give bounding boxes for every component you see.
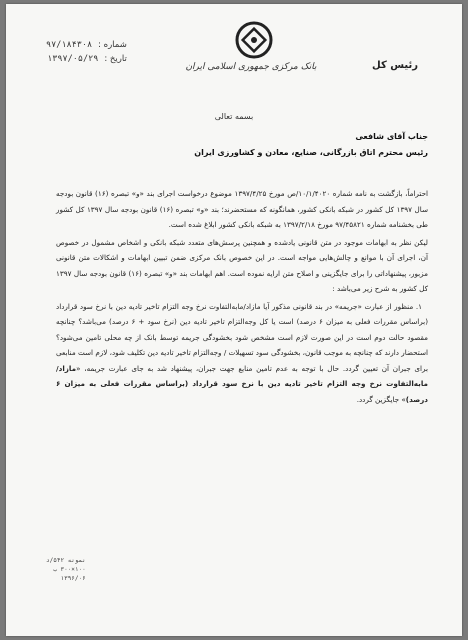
form-code-line-2: ۱۰۰×۳۰۰ ب [53,566,86,573]
item-1-end: » جایگزین گردد. [356,394,406,404]
item-1-text: ۱. منظور از عبارت «جریمه» در بند قانونی مذکور آیا مازاد/مابه‌التفاوت نرخ وجه التزام تاخیر تادیه دین با نرخ سود قرارداد (براساس مقررات فعلی به میزان ۶ درصد) است یا کل وجه‌التزام تاخیر تادیه دین (نرخ سود + ۶ درصد) می‌باشد؟ چنانچه مقصود حالت دوم است در این صورت لازم است مشخص شود بخشودگی جریمه توسط بانک از چه محلی تامین می‌شود؟ استحضار دارند که چنانچه به موجب قانون، بخشودگی سود تسهیلات / وجه‌التزام تاخیر تادیه دین تکلیف شود، لازم است منابعی برای جبران آن تعیین گردد. حال با توجه به عدم تامین منابع جهت جبران، پیشنهاد شد به جای عبارت جریمه، « [56,301,428,373]
bank-logo-icon [234,20,274,60]
sender-title: رئیس کل [372,60,418,71]
bismillah: بسمه تعالی [214,112,254,121]
letter-page [6,4,462,636]
addressee-name: جناب آقای شافعی [355,132,428,141]
body-item-1 [56,299,428,408]
letter-body [56,186,428,409]
form-code-line-3: ۱۳۹۶/۰۶ [60,575,86,582]
addressee-position: رئیس محترم اتاق بازرگانی، صنایع، معادن و کشاورزی ایران [194,148,428,157]
letter-number-label: شماره : [98,40,127,50]
letter-date-row [46,52,127,66]
letter-meta [46,38,127,66]
bank-name: بانک مرکزی جمهوری اسلامی ایران [185,62,317,72]
letter-date-value: ۱۳۹۷/۰۵/۲۹ [47,54,99,64]
item-1-bold-text: مازاد/مابه‌التفاوت نرخ وجه التزام تاخیر تادیه دین با نرخ سود قرارداد (براساس مقررات فعلی به میزان ۶ درصد) [56,363,428,404]
body-paragraph-1: احتراماً، بازگشت به نامه شماره ۱۰/۱/۴۰۲۰/ص مورخ ۱۳۹۷/۴/۲۵ موضوع درخواست اجرای بند «و» تبصره (۱۶) قانون بودجه سال ۱۳۹۷ کل کشور در شبکه بانکی کشور، همانگونه که مستحضرند؛ بند «و» تبصره (۱۶) قانون بودجه سال ۱۳۹۷ کل کشور طی بخشنامه شماره ۹۷/۴۵۸۲۱ مورخ ۱۳۹۷/۲/۱۸ به شبکه بانکی کشور ابلاغ شده است. [56,189,429,229]
addressee-block [68,129,428,161]
form-code-line-1: نمونه ۵۴۲/د [46,557,86,564]
letter-number-row [46,38,127,52]
form-code [46,556,86,583]
body-paragraph-2: لیکن نظر به ابهامات موجود در متن قانونی یادشده و همچنین پرسش‌های متعدد شبکه بانکی و اشخاص مشمول در خصوص آن، اجرای آن با موانع و چالش‌هایی مواجه است. در این خصوص بانک مرکزی ضمن تبیین ابهامات و اشکالات متن قانونی مزبور، پیشنهاداتی را برای جایگزینی و اصلاح متن ارایه نموده است. اهم ابهامات بند «و» تبصره (۱۶) قانون بودجه سال ۱۳۹۷ کل کشور به شرح زیر می‌باشد : [56,237,428,293]
letter-number-value: ۹۷/۱۸۴۳۰۸ [46,40,93,50]
letter-date-label: تاریخ : [104,54,127,64]
